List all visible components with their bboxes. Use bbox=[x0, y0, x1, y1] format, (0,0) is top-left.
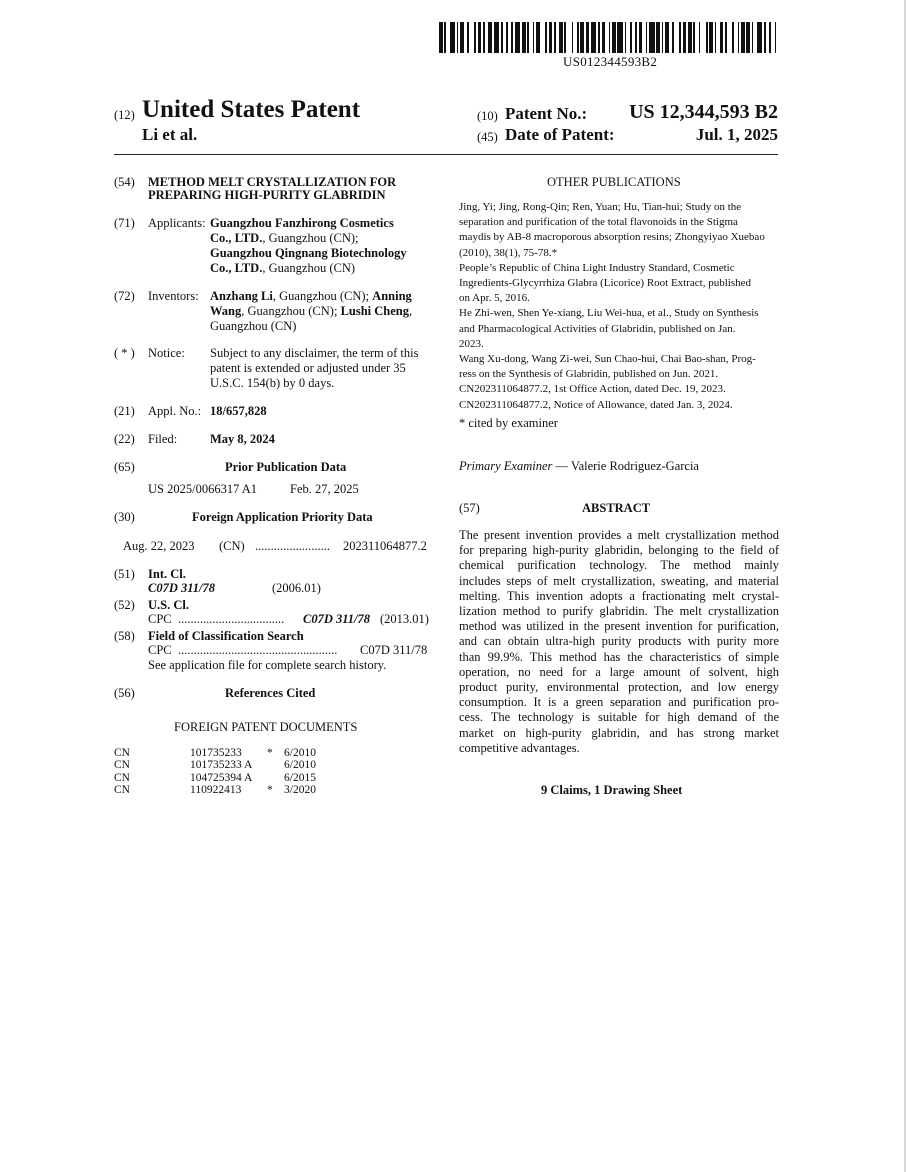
doc-date: 6/2015 bbox=[284, 771, 316, 784]
applicant-1-name: Guangzhou Fanzhirong Cosmetics bbox=[210, 216, 394, 230]
applicant-1-line2 bbox=[210, 231, 359, 246]
publication-line: Wang Xu-dong, Wang Zi-wei, Sun Chao-hui, Chai Bao-shan, Prog- bbox=[459, 353, 756, 365]
field-search-note: See application file for complete search history. bbox=[148, 658, 387, 672]
inventor-3-city: Guangzhou (CN) bbox=[210, 319, 297, 333]
inventor-1: Anzhang Li bbox=[210, 289, 273, 303]
publication-line: on Apr. 5, 2016. bbox=[459, 292, 530, 305]
us-cl-label: U.S. Cl. bbox=[148, 598, 189, 612]
int-cl-year: (2006.01) bbox=[272, 581, 321, 595]
code-21: (21) bbox=[114, 404, 135, 418]
abstract-title: ABSTRACT bbox=[582, 501, 651, 515]
publication-line: separation and purification of the total flavonoids in the Stigma bbox=[459, 216, 738, 229]
abstract-line: and can obtain ultra-high purity products with purity more bbox=[459, 634, 779, 649]
notice-line-3: U.S.C. 154(b) by 0 days. bbox=[210, 376, 335, 390]
code-72: (72) bbox=[114, 289, 135, 303]
applicant-2-line2 bbox=[210, 261, 355, 276]
appl-no-label: Appl. No.: bbox=[148, 404, 202, 418]
abstract-line: for preparing high-purity glabridin, belonging to the field of bbox=[459, 543, 779, 558]
publication-line: Ingredients-Glycyrrhiza Glabra (Licorice) Root Extract, published bbox=[459, 277, 751, 289]
examiner-label: Primary Examiner bbox=[459, 459, 553, 473]
doc-country: CN bbox=[114, 747, 130, 759]
inventor-2-first: Anning bbox=[372, 289, 412, 303]
publication-line: People’s Republic of China Light Industry Standard, Cosmetic bbox=[459, 261, 735, 274]
code-58: (58) bbox=[114, 629, 135, 643]
abstract-line: melting. This invention adopts a fractionating melt crystal- bbox=[459, 588, 779, 603]
foreign-docs-title: FOREIGN PATENT DOCUMENTS bbox=[174, 720, 358, 734]
notice-line-1: Subject to any disclaimer, the term of this bbox=[210, 346, 419, 360]
publication-line: CN202311064877.2, 1st Office Action, dated Dec. 19, 2023. bbox=[459, 383, 726, 396]
authors: Li et al. bbox=[142, 125, 198, 144]
barcode-bar bbox=[776, 22, 778, 53]
code-12: (12) bbox=[114, 108, 135, 122]
inventor-1-location: , Guangzhou (CN); bbox=[272, 289, 373, 303]
priority-date: Aug. 22, 2023 bbox=[123, 539, 195, 553]
barcode bbox=[439, 22, 779, 53]
abstract-line: than 99.9%. This method has the characteristics of simple bbox=[459, 649, 779, 664]
inventors-line-2 bbox=[210, 304, 412, 319]
doc-date: 6/2010 bbox=[284, 747, 316, 759]
doc-date: 3/2020 bbox=[284, 783, 316, 796]
code-10: (10) bbox=[477, 109, 498, 123]
notice-code: ( * ) bbox=[114, 346, 135, 360]
publication-line: ress on the Synthesis of Glabridin, published on Jun. 2021. bbox=[459, 368, 719, 381]
us-cl-year: (2013.01) bbox=[380, 612, 429, 626]
code-45: (45) bbox=[477, 130, 498, 144]
publication-line: 2023. bbox=[459, 337, 484, 350]
field-search-dots: ................................................... bbox=[178, 643, 338, 657]
field-search-cpc: CPC bbox=[148, 643, 172, 657]
abstract-line: chemical purification technology. The method mainly bbox=[459, 558, 779, 573]
applicant-1-suffix: Co., LTD. bbox=[210, 231, 263, 245]
code-57: (57) bbox=[459, 501, 480, 515]
prior-publication-title: Prior Publication Data bbox=[225, 460, 347, 474]
code-65: (65) bbox=[114, 460, 135, 474]
inventor-2-last: Wang bbox=[210, 304, 242, 318]
publication-line: and Pharmacological Activities of Glabridin, published on Jan. bbox=[459, 322, 736, 335]
examiner-dash: — bbox=[552, 459, 571, 473]
doc-number: 110922413 bbox=[190, 783, 242, 796]
abstract-line: lization method to purify glabridin. The melt crystallization bbox=[459, 604, 779, 618]
code-56: (56) bbox=[114, 686, 135, 700]
doc-country: CN bbox=[114, 783, 130, 796]
us-cl-class: C07D 311/78 bbox=[303, 612, 371, 626]
int-cl-class: C07D 311/78 bbox=[148, 581, 216, 595]
doc-country: CN bbox=[114, 771, 130, 784]
int-cl-label: Int. Cl. bbox=[148, 567, 186, 581]
notice-line-2: patent is extended or adjusted under 35 bbox=[210, 361, 406, 375]
publication-line: (2010), 38(1), 75-78.* bbox=[459, 246, 558, 259]
filed-value: May 8, 2024 bbox=[210, 432, 275, 446]
applicant-1-location: , Guangzhou (CN); bbox=[262, 231, 359, 245]
title-line-2: PREPARING HIGH-PURITY GLABRIDIN bbox=[148, 188, 386, 202]
doc-date: 6/2010 bbox=[284, 759, 316, 772]
code-51: (51) bbox=[114, 567, 135, 581]
code-52: (52) bbox=[114, 598, 135, 612]
applicant-2-suffix: Co., LTD. bbox=[210, 261, 263, 275]
inventor-3-comma: , bbox=[409, 304, 413, 318]
abstract-line: includes steps of melt crystallization, sweating, and material bbox=[459, 573, 779, 588]
doc-country: CN bbox=[114, 759, 130, 772]
code-54: (54) bbox=[114, 175, 135, 189]
field-search-class: C07D 311/78 bbox=[360, 643, 428, 657]
references-cited-title: References Cited bbox=[225, 686, 316, 700]
title-line-1: METHOD MELT CRYSTALLIZATION FOR bbox=[148, 175, 397, 189]
examiner-name: Valerie Rodriguez-Garcia bbox=[570, 459, 699, 473]
abstract-line: operation, no need for a large amount of solvent, high bbox=[459, 664, 779, 679]
priority-country: (CN) bbox=[219, 539, 245, 553]
abstract-line: market on high-purity glabridin, and has strong market bbox=[459, 725, 779, 740]
us-cl-dots: .................................. bbox=[178, 612, 285, 626]
abstract-line: consumption. It is a green separation and purification pro- bbox=[459, 695, 779, 710]
doc-number: 101735233 bbox=[190, 747, 242, 759]
header-rule bbox=[114, 154, 778, 155]
publication-line: Jing, Yi; Jing, Rong-Qin; Ren, Yuan; Hu, Tian-hui; Study on the bbox=[459, 201, 742, 213]
applicants-label: Applicants: bbox=[148, 216, 206, 230]
code-22: (22) bbox=[114, 432, 135, 446]
inventor-2-location: , Guangzhou (CN); bbox=[241, 304, 341, 318]
us-cl-cpc: CPC bbox=[148, 612, 172, 626]
other-publications-title: OTHER PUBLICATIONS bbox=[547, 175, 681, 189]
date-label: Date of Patent: bbox=[505, 125, 615, 144]
abstract-line: cess. The technology is suitable for high demand of the bbox=[459, 710, 779, 725]
field-search-label: Field of Classification Search bbox=[148, 629, 304, 643]
publication-line: maydis by AB-8 macroporous absorption resins; Zhongyiyao Xuebao bbox=[459, 231, 765, 244]
appl-no-value: 18/657,828 bbox=[210, 404, 267, 418]
doc-number: 104725394 A bbox=[190, 771, 253, 784]
cited-by-examiner: * cited by examiner bbox=[459, 416, 558, 430]
abstract-line: product purity, environmental protection, and low energy bbox=[459, 680, 779, 694]
publication-line: He Zhi-wen, Shen Ye-xiang, Liu Wei-hua, et al., Study on Synthesis bbox=[459, 307, 759, 320]
primary-examiner bbox=[459, 459, 699, 474]
inventors-line-1 bbox=[210, 289, 412, 304]
patent-no-label: Patent No.: bbox=[505, 104, 588, 123]
foreign-priority-title: Foreign Application Priority Data bbox=[192, 510, 373, 524]
inventors-label: Inventors: bbox=[148, 289, 199, 303]
notice-label: Notice: bbox=[148, 346, 185, 360]
patent-number: US 12,344,593 B2 bbox=[629, 101, 778, 123]
prior-publication-number: US 2025/0066317 A1 bbox=[148, 482, 258, 496]
abstract-line: method was utilized in the present invention for purification, bbox=[459, 619, 779, 634]
doc-number: 101735233 A bbox=[190, 759, 253, 772]
priority-dots: ........................ bbox=[255, 539, 330, 553]
applicant-2-name: Guangzhou Qingnang Biotechnology bbox=[210, 246, 407, 260]
doc-mark: * bbox=[267, 747, 273, 759]
claims-summary: 9 Claims, 1 Drawing Sheet bbox=[541, 783, 683, 797]
inventor-3: Lushi Cheng bbox=[340, 304, 409, 318]
code-71: (71) bbox=[114, 216, 135, 230]
prior-publication-date: Feb. 27, 2025 bbox=[290, 482, 359, 496]
code-30: (30) bbox=[114, 510, 135, 524]
patent-date: Jul. 1, 2025 bbox=[695, 125, 778, 144]
doc-mark: * bbox=[267, 783, 273, 796]
abstract-line: competitive advantages. bbox=[459, 740, 580, 755]
barcode-number: US012344593B2 bbox=[563, 54, 658, 69]
document-title: United States Patent bbox=[142, 96, 361, 123]
applicant-2-location: , Guangzhou (CN) bbox=[262, 261, 356, 275]
priority-number: 202311064877.2 bbox=[343, 539, 427, 553]
filed-label: Filed: bbox=[148, 432, 178, 446]
publication-line: CN202311064877.2, Notice of Allowance, dated Jan. 3, 2024. bbox=[459, 398, 733, 411]
abstract-line: The present invention provides a melt crystallization method bbox=[459, 528, 779, 542]
